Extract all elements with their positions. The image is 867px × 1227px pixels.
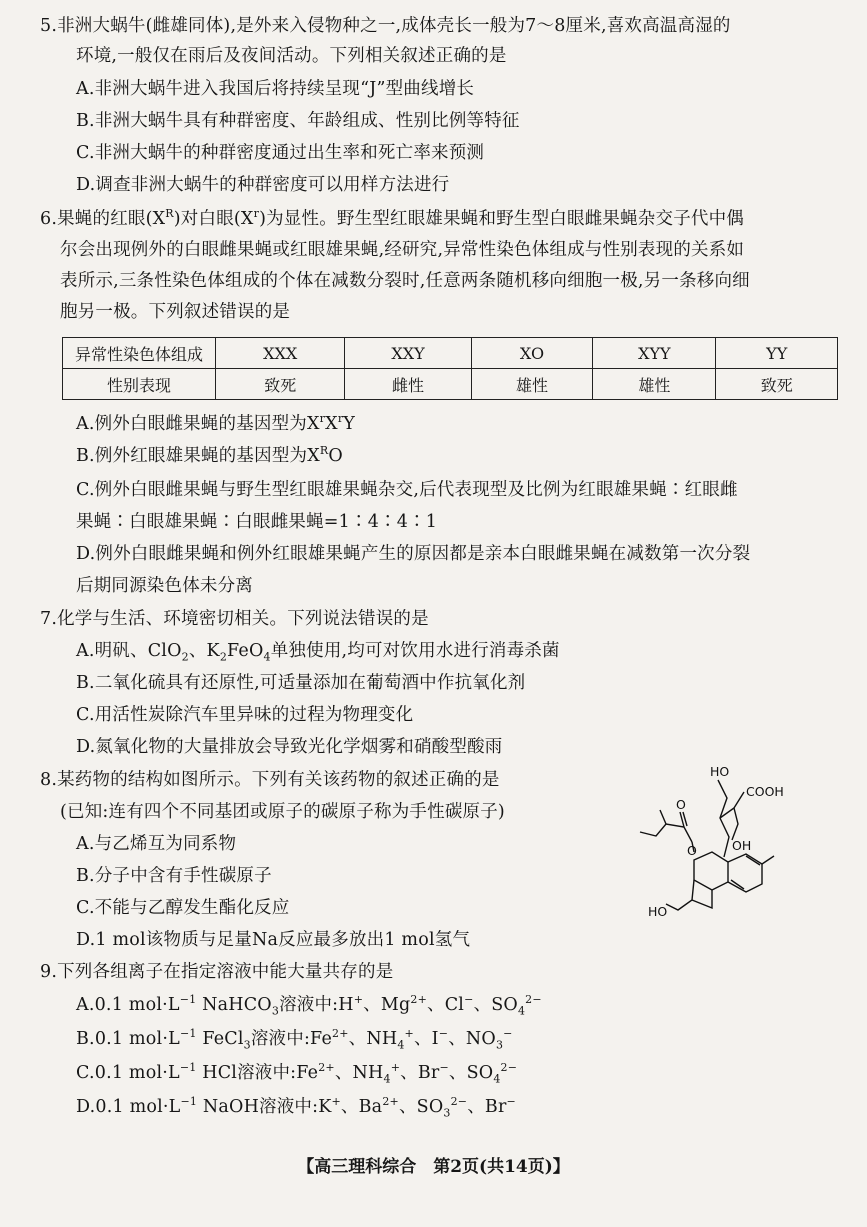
q6-stem-line-4: 胞另一极。下列叙述错误的是 bbox=[60, 302, 291, 322]
label-ho-top: HO bbox=[710, 764, 730, 779]
q6-option-d-line-2: 后期同源染色体未分离 bbox=[76, 576, 253, 596]
table-row bbox=[63, 338, 838, 369]
label-cooh: COOH bbox=[746, 784, 784, 799]
table-cell: XYY bbox=[593, 338, 716, 369]
label-ho-bottom: HO bbox=[648, 904, 668, 919]
table-cell: 雄性 bbox=[593, 369, 716, 400]
q5-option-a: A.非洲大蜗牛进入我国后将持续呈现“J”型曲线增长 bbox=[76, 79, 475, 99]
q6-option-a: A.例外白眼雌果蝇的基因型为$X^rX^rY$ bbox=[76, 412, 356, 434]
q9-option-a: A.0.1 $mol\cdot L^{-1}$ NaHCO$_3$溶液中:H+、$Mg^{2+}$、Cl−、$SO_4^{2-}$ bbox=[76, 993, 542, 1018]
table-cell: YY bbox=[716, 338, 838, 369]
table-cell: XXX bbox=[216, 338, 345, 369]
q8-option-c: C.不能与乙醇发生酯化反应 bbox=[76, 898, 290, 918]
q7-option-a: A.明矾、ClO$_2$、$K_2FeO_4$单独使用,均可对饮用水进行消毒杀菌 bbox=[76, 641, 560, 664]
q8-note: (已知:连有四个不同基团或原子的碳原子称为手性碳原子) bbox=[60, 802, 505, 822]
q8-option-b: B.分子中含有手性碳原子 bbox=[76, 866, 272, 886]
q6-option-c-line-2: 果蝇∶白眼雄果蝇∶白眼雌果蝇=1∶4∶4∶1 bbox=[76, 512, 438, 532]
table-row-header: 性别表现 bbox=[63, 369, 216, 400]
q5-option-d: D.调查非洲大蜗牛的种群密度可以用样方法进行 bbox=[76, 175, 450, 195]
q8-option-d: D.1 mol该物质与足量Na反应最多放出1 mol氢气 bbox=[76, 930, 471, 950]
q5-option-b: B.非洲大蜗牛具有种群密度、年龄组成、性别比例等特征 bbox=[76, 111, 520, 131]
q7-option-b: B.二氧化硫具有还原性,可适量添加在葡萄酒中作抗氧化剂 bbox=[76, 673, 526, 693]
q5-stem-line-1: 5.非洲大蜗牛(雌雄同体),是外来入侵物种之一,成体壳长一般为7～8厘米,喜欢高温高湿的 bbox=[40, 16, 731, 36]
sex-chromosome-table bbox=[62, 337, 838, 400]
q9-option-d: D.0.1 $mol\cdot L^{-1}$ NaOH溶液中:K+、$Ba^{2+}$、$SO_3^{2-}$、Br− bbox=[76, 1095, 516, 1120]
q9-option-c: C.0.1 $mol\cdot L^{-1}$ HCl溶液中$:Fe^{2+}$、$NH_4^+$、Br−、$SO_4^{2-}$ bbox=[76, 1061, 518, 1086]
label-o-ester: O bbox=[687, 843, 697, 858]
q6-stem-line-3: 表所示,三条性染色体组成的个体在减数分裂时,任意两条随机移向细胞一极,另一条移向细 bbox=[60, 271, 750, 291]
table-cell: 致死 bbox=[716, 369, 838, 400]
q5-option-c: C.非洲大蜗牛的种群密度通过出生率和死亡率来预测 bbox=[76, 143, 485, 163]
table-cell: XO bbox=[471, 338, 592, 369]
table-cell: 致死 bbox=[216, 369, 345, 400]
q6-stem-line-1: 6.果蝇的红眼$(X^R)$对白眼$(X^r)$为显性。野生型红眼雄果蝇和野生型白眼雌果蝇杂交子代中偶 bbox=[40, 207, 745, 229]
q7-stem: 7.化学与生活、环境密切相关。下列说法错误的是 bbox=[40, 609, 429, 629]
page-footer: 【高三理科综合 第2页(共14页)】 bbox=[297, 1157, 570, 1177]
label-oh-right: OH bbox=[732, 838, 752, 853]
q6-option-d-line-1: D.例外白眼雌果蝇和例外红眼雄果蝇产生的原因都是亲本白眼雌果蝇在减数第一次分裂 bbox=[76, 544, 751, 564]
table-cell: 雌性 bbox=[345, 369, 471, 400]
q6-option-c-line-1: C.例外白眼雌果蝇与野生型红眼雄果蝇杂交,后代表现型及比例为红眼雄果蝇∶红眼雌 bbox=[76, 480, 738, 500]
q7-option-c: C.用活性炭除汽车里异味的过程为物理变化 bbox=[76, 705, 414, 725]
table-cell: 雄性 bbox=[471, 369, 592, 400]
q9-option-b: B.0.1 $mol\cdot L^{-1}$ FeCl$_3$溶液中$:Fe^{2+}$、$NH_4^+$、I−、$NO_3^-$ bbox=[76, 1027, 513, 1052]
table-row bbox=[63, 369, 838, 400]
table-cell: XXY bbox=[345, 338, 471, 369]
label-o-carbonyl: O bbox=[676, 797, 686, 812]
table-row-header: 异常性染色体组成 bbox=[63, 338, 216, 369]
q9-stem: 9.下列各组离子在指定溶液中能大量共存的是 bbox=[40, 962, 394, 982]
q8-option-a: A.与乙烯互为同系物 bbox=[76, 834, 237, 854]
q6-option-b: B.例外红眼雄果蝇的基因型为$X^RO$ bbox=[76, 444, 343, 466]
drug-structure-diagram bbox=[632, 762, 852, 932]
q7-option-d: D.氮氧化物的大量排放会导致光化学烟雾和硝酸型酸雨 bbox=[76, 737, 503, 757]
q8-stem: 8.某药物的结构如图所示。下列有关该药物的叙述正确的是 bbox=[40, 770, 500, 790]
q6-stem-line-2: 尔会出现例外的白眼雌果蝇或红眼雄果蝇,经研究,异常性染色体组成与性别表现的关系如 bbox=[60, 240, 745, 260]
q5-stem-line-2: 环境,一般仅在雨后及夜间活动。下列相关叙述正确的是 bbox=[76, 46, 507, 66]
